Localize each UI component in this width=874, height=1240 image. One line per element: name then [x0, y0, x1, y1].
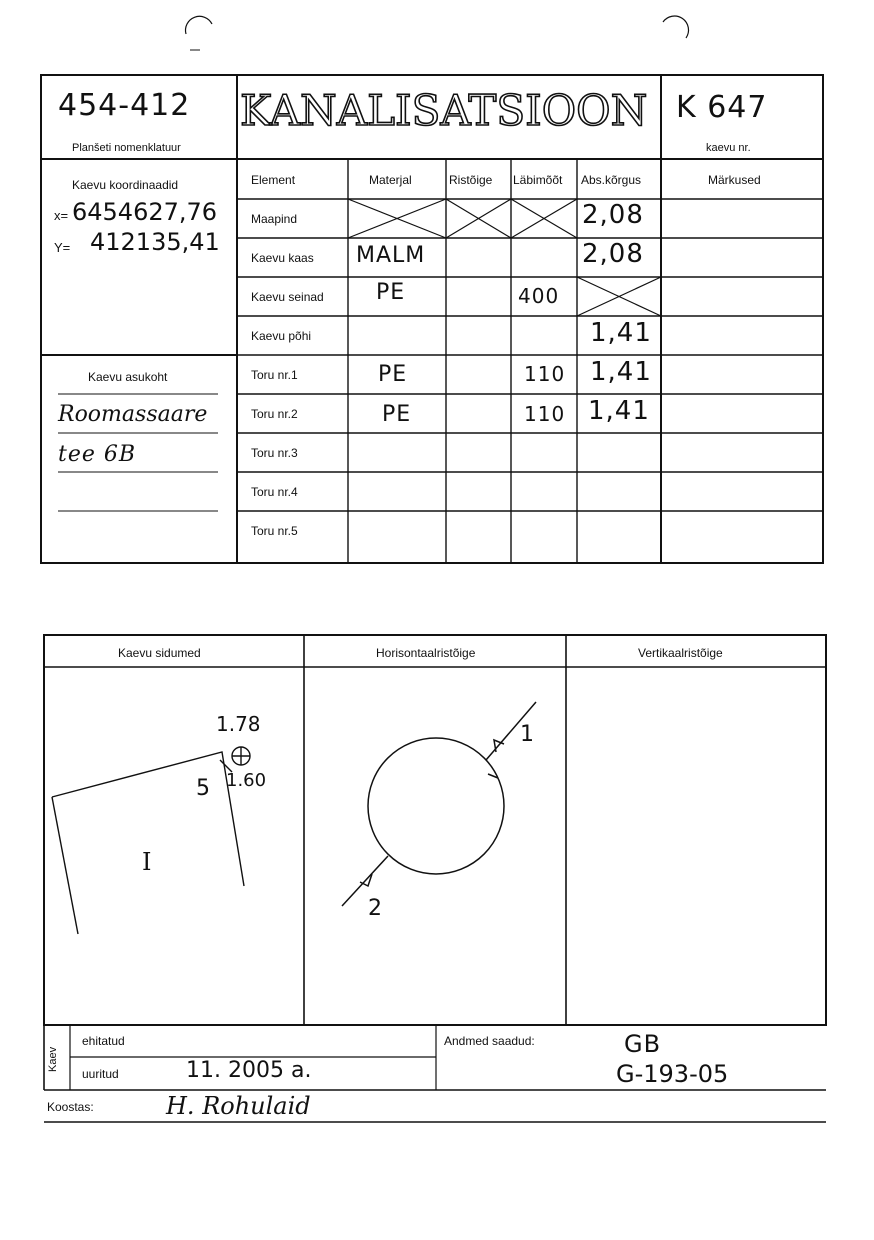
- y-coordinate: 412135,41: [90, 228, 220, 256]
- coordinates-label: Kaevu koordinaadid: [72, 178, 179, 192]
- data-label: Andmed saadud:: [444, 1034, 535, 1048]
- material-pipe1: PE: [378, 362, 408, 387]
- abs-ground: 2,08: [582, 200, 644, 230]
- dim-left: 5: [196, 776, 211, 801]
- col-header-material: Materjal: [369, 173, 412, 187]
- well-number: K 647: [676, 90, 768, 125]
- abs-bottom: 1,41: [590, 318, 652, 348]
- location-label: Kaevu asukoht: [88, 370, 168, 384]
- pipe1-label: 1: [520, 722, 535, 747]
- dim-top: 1.78: [216, 712, 261, 736]
- pipe2-label: 2: [368, 896, 383, 921]
- well-label: kaevu nr.: [706, 142, 751, 154]
- table-row-label: Maapind: [251, 212, 298, 226]
- material-pipe2: PE: [382, 402, 412, 427]
- table-row-label: Toru nr.5: [251, 524, 298, 538]
- material-cover: MALM: [356, 243, 426, 268]
- building-label: I: [142, 848, 153, 876]
- plan-label: Planšeti nomenklatuur: [72, 142, 181, 154]
- surveyed-label: uuritud: [82, 1067, 119, 1081]
- footer-side-label: Kaev: [47, 1046, 59, 1072]
- x-coordinate: 6454627,76: [72, 198, 218, 226]
- sketch-header-horizontal: Horisontaalristõige: [376, 646, 476, 660]
- col-header-cross: Ristõige: [449, 173, 493, 187]
- location-line1: Roomassaare: [58, 402, 208, 427]
- abs-pipe2: 1,41: [588, 396, 650, 426]
- table-row-label: Toru nr.3: [251, 446, 298, 460]
- sketch-header-vertical: Vertikaalristõige: [638, 646, 723, 660]
- diameter-pipe1: 110: [524, 362, 566, 386]
- surveyed-value: 11. 2005 a.: [186, 1058, 312, 1083]
- page-title: KANALISATSIOON: [240, 86, 648, 135]
- table-row-label: Toru nr.2: [251, 407, 298, 421]
- col-header-element: Element: [251, 173, 296, 187]
- sketch-header-ties: Kaevu sidumed: [118, 646, 201, 660]
- abs-cover: 2,08: [582, 239, 644, 269]
- diameter-pipe2: 110: [524, 402, 566, 426]
- col-header-abs: Abs.kõrgus: [581, 173, 642, 187]
- abs-pipe1: 1,41: [590, 357, 652, 387]
- compiled-label: Koostas:: [47, 1100, 94, 1114]
- y-prefix: Y=: [54, 240, 71, 255]
- built-label: ehitatud: [82, 1034, 125, 1048]
- data-line1: GB: [624, 1030, 662, 1058]
- data-line2: G-193-05: [616, 1060, 729, 1088]
- diameter-walls: 400: [518, 284, 560, 308]
- dim-side: 1.60: [226, 770, 267, 791]
- col-header-diameter: Läbimõõt: [513, 173, 563, 187]
- table-row-label: Toru nr.1: [251, 368, 298, 382]
- table-row-label: Kaevu kaas: [251, 251, 314, 265]
- material-walls: PE: [376, 280, 406, 305]
- table-row-label: Toru nr.4: [251, 485, 298, 499]
- location-line2: tee 6B: [58, 442, 137, 467]
- table-row-label: Kaevu põhi: [251, 329, 312, 343]
- x-prefix: x=: [54, 208, 69, 223]
- plan-number: 454-412: [58, 88, 191, 123]
- col-header-notes: Märkused: [708, 173, 761, 187]
- compiled-value: H. Rohulaid: [166, 1092, 311, 1120]
- table-row-label: Kaevu seinad: [251, 290, 324, 304]
